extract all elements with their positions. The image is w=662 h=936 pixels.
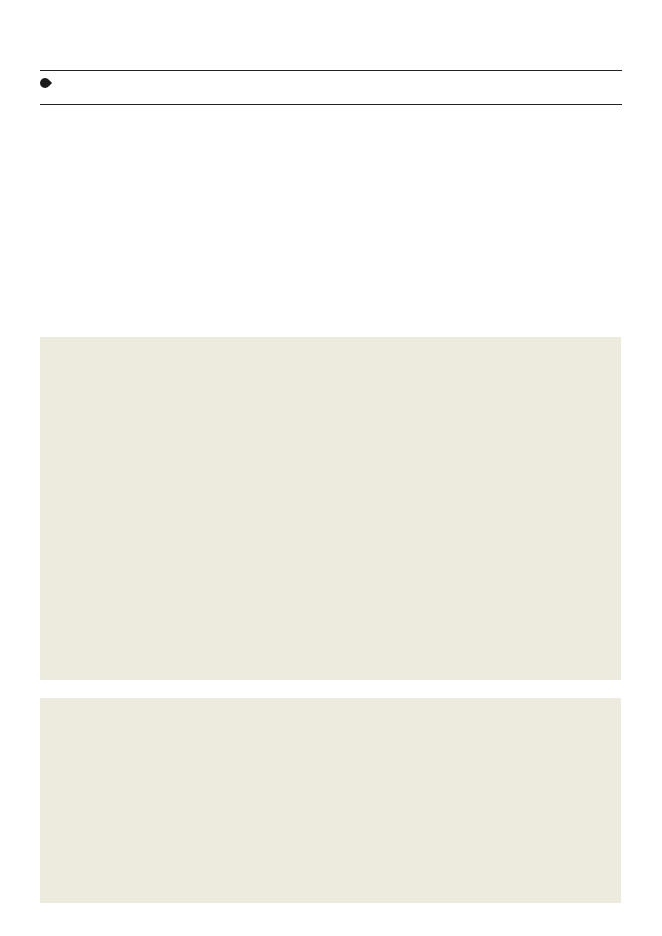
body-text [40, 118, 622, 328]
bar-chart [40, 698, 621, 903]
section-subtitle [40, 78, 58, 88]
title-rule [40, 70, 622, 71]
figure-2 [40, 698, 621, 903]
figure-1 [40, 337, 621, 680]
bullet-icon [38, 76, 52, 90]
subtitle-rule [40, 104, 622, 105]
